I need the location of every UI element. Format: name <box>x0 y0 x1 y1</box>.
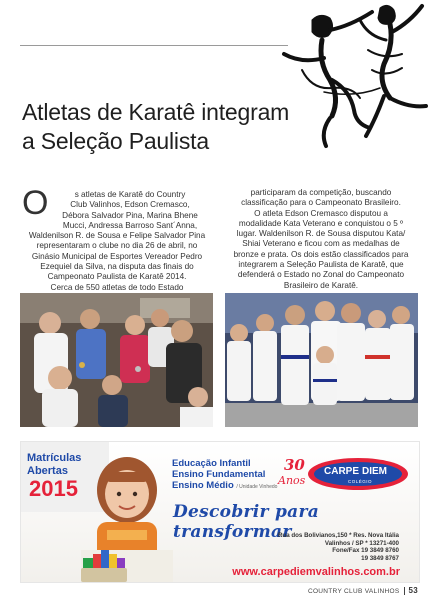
level-item: Educação Infantil <box>172 458 251 469</box>
column-2-line: Shiai Veterano e ficou com as medalhas de <box>242 239 400 249</box>
column-1-line: s atletas de Karatê do Country <box>74 190 186 199</box>
page-number: 53 <box>408 586 418 595</box>
column-2-line: Brasileiro de Karatê. <box>283 280 359 290</box>
promo-line2: Abertas <box>27 465 68 477</box>
athletes-medals-photo <box>20 293 213 427</box>
publication-name: COUNTRY CLUB VALINHOS <box>307 588 400 595</box>
karate-team-photo <box>225 293 418 427</box>
article-column-2 <box>225 188 417 291</box>
column-2-line: modalidade Kata Veterano e conquistou o 5 º <box>238 218 404 228</box>
school-website-link[interactable]: www.carpediemvalinhos.com.br <box>232 566 400 578</box>
level-note: / Unidade Vinhedo <box>236 484 278 490</box>
column-1-line: Ezequiel da Silva, na disputa das finais do <box>40 262 194 272</box>
column-2-line: participaram da competição, buscando <box>250 188 392 197</box>
column-2-line: classificação para o Campeonato Brasileiro. <box>241 198 401 208</box>
column-1-line: Waldenilson R. de Sousa e Felipe Salvador Pina <box>28 231 206 241</box>
drop-cap: O <box>22 184 49 222</box>
promo-line1: Matrículas <box>27 452 82 464</box>
column-1-line: representaram o clube no dia 26 de abril, no <box>36 241 198 251</box>
anniversary-word: Anos <box>278 474 306 487</box>
level-item: Ensino Fundamental <box>172 469 266 480</box>
column-1-line: Campeonato Paulista de Karatê 2014. <box>47 272 187 282</box>
address-line: Fone/Fax 19 3849 8760 <box>332 547 399 555</box>
level-item: Ensino Médio <box>172 480 234 491</box>
header-rule <box>20 45 288 46</box>
article-column-1 <box>22 184 212 293</box>
page-footer <box>308 586 418 595</box>
address-line: Rua dos Bolivianos,150 * Res. Nova Itália <box>277 532 399 539</box>
address-line: Valinhos / SP * 13271-400 <box>324 539 399 547</box>
logo-diem: DIEM <box>362 466 387 477</box>
article-title <box>22 98 322 156</box>
column-2-line: defenderá o Estado no Zonal do Campeonato <box>237 270 405 280</box>
article-title-line1: Atletas de Karatê integram <box>22 99 290 125</box>
column-2-line: bronze e prata. Os dois estão classificados para <box>233 249 409 259</box>
column-2-line: integrarem a Seleção Paulista de Karatê, que <box>238 260 404 270</box>
carpe-diem-logo[interactable] <box>276 454 411 494</box>
column-2-line: O atleta Edson Cremasco disputou a <box>254 208 388 218</box>
column-1-line: Cerca de 550 atletas de todo Estado <box>50 282 184 292</box>
column-1-line: Mucci, Andressa Barroso Sant´Anna, <box>62 220 198 230</box>
anniversary-number: 30 <box>284 456 305 474</box>
level-item-with-note <box>172 480 277 493</box>
footer-separator <box>404 587 405 595</box>
column-1-line: Ginásio Municipal de Esportes Vereador Pedro <box>31 251 203 261</box>
promo-year: 2015 <box>29 476 78 501</box>
logo-sub: COLÉGIO <box>348 479 373 484</box>
column-1-line: Club Valinhos, Edson Cremasco, <box>70 200 190 210</box>
article-title-line2: a Seleção Paulista <box>22 128 209 154</box>
column-1-line: Débora Salvador Pina, Marina Bhene <box>62 210 198 220</box>
address-line: 19 3849 8767 <box>361 554 399 562</box>
ad-slogan: Descobrir para transformar <box>173 502 320 542</box>
school-address <box>278 532 399 562</box>
school-advertisement[interactable] <box>20 441 420 583</box>
column-2-line: lugar. Waldenilson R. de Sousa disputou Kata/ <box>236 229 406 239</box>
education-levels <box>172 458 277 493</box>
logo-carpe: CARPE <box>324 466 360 477</box>
student-girl-image <box>81 450 173 582</box>
